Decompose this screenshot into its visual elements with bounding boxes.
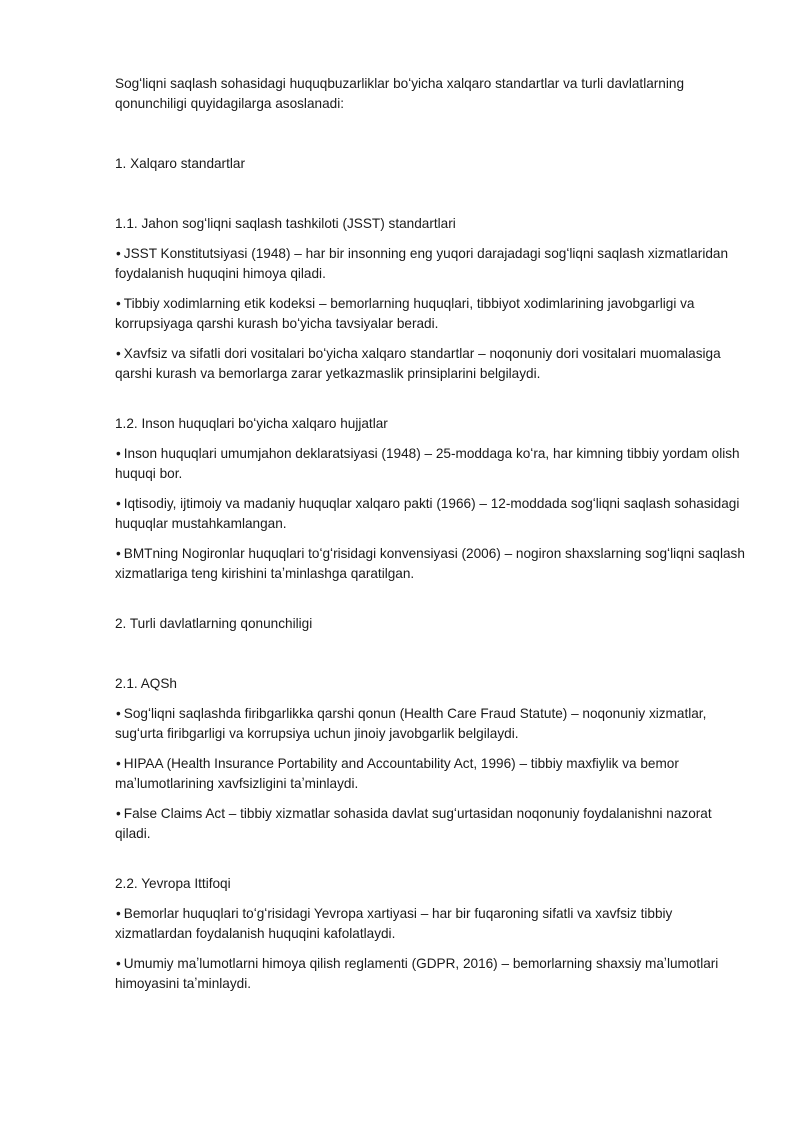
list-item [115, 904, 750, 944]
bullet-icon: • [116, 756, 121, 771]
list-item-text: Xavfsiz va sifatli dori vositalari boʻyicha xalqaro standartlar – noqonuniy dori vositalari muomalasiga qarshi kurash va bemorlarga zarar yetkazmaslik prinsiplarini belgilaydi. [115, 346, 721, 381]
list-item [115, 754, 750, 794]
bullet-icon: • [116, 806, 121, 821]
bullet-icon: • [116, 246, 121, 261]
document-page [115, 74, 750, 1004]
list-item-text: HIPAA (Health Insurance Portability and Accountability Act, 1996) – tibbiy maxfiylik va bemor maʼlumotlarining xavfsizligini taʼminlaydi. [115, 756, 679, 791]
list-item [115, 294, 750, 334]
list-item [115, 704, 750, 744]
bullet-icon: • [116, 296, 121, 311]
list-item-text: False Claims Act – tibbiy xizmatlar sohasida davlat sugʻurtasidan noqonuniy foydalanishni nazorat qiladi. [115, 806, 712, 841]
list-item-text: BMTning Nogironlar huquqlari toʻgʻrisidagi konvensiyasi (2006) – nogiron shaxslarning sogʻliqni saqlash xizmatlariga teng kirishini taʼminlashga qaratilgan. [115, 546, 745, 581]
list-item-text: Tibbiy xodimlarning etik kodeksi – bemorlarning huquqlari, tibbiyot xodimlarining javobgarligi va korrupsiyaga qarshi kurash boʻyicha tavsiyalar beradi. [115, 296, 695, 331]
section-heading: 1. Xalqaro standartlar [115, 156, 245, 171]
subsection-heading: 1.1. Jahon sogʻliqni saqlash tashkiloti (JSST) standartlari [115, 216, 456, 231]
list-item [115, 954, 750, 994]
list-item [115, 494, 750, 534]
list-item-text: Bemorlar huquqlari toʻgʻrisidagi Yevropa xartiyasi – har bir fuqaroning sifatli va xavfsiz tibbiy xizmatlardan foydalanish huquqini kafolatlaydi. [115, 906, 673, 941]
list-item-text: Inson huquqlari umumjahon deklaratsiyasi (1948) – 25-moddaga koʻra, har kimning tibbiy yordam olish huquqi bor. [115, 446, 740, 481]
bullet-icon: • [116, 706, 121, 721]
list-item-text: Sogʻliqni saqlashda firibgarlikka qarshi qonun (Health Care Fraud Statute) – noqonuniy xizmatlar, sugʻurta firibgarligi va korrupsiya uchun jinoiy javobgarlik belgilaydi. [115, 706, 707, 741]
bullet-icon: • [116, 496, 121, 511]
subsection-heading: 1.2. Inson huquqlari boʻyicha xalqaro hujjatlar [115, 416, 388, 431]
list-item-text: JSST Konstitutsiyasi (1948) – har bir insonning eng yuqori darajadagi sogʻliqni saqlash xizmatlaridan foydalanish huquqini himoya qiladi. [115, 246, 729, 281]
bullet-icon: • [116, 956, 121, 971]
list-item-text: Iqtisodiy, ijtimoiy va madaniy huquqlar xalqaro pakti (1966) – 12-moddada sogʻliqni saqlash sohasidagi huquqlar mustahkamlangan. [115, 496, 740, 531]
section-heading: 2. Turli davlatlarning qonunchiligi [115, 616, 313, 631]
intro-paragraph: Sogʻliqni saqlash sohasidagi huquqbuzarliklar boʻyicha xalqaro standartlar va turli davlatlarning qonunchiligi quyidagilarga asoslanadi: [115, 76, 685, 111]
list-item [115, 544, 750, 584]
list-item-text: Umumiy maʼlumotlarni himoya qilish reglamenti (GDPR, 2016) – bemorlarning shaxsiy maʼlumotlari himoyasini taʼminlaydi. [115, 956, 719, 991]
bullet-icon: • [116, 906, 121, 921]
bullet-icon: • [116, 546, 121, 561]
bullet-icon: • [116, 346, 121, 361]
bullet-icon: • [116, 446, 121, 461]
list-item [115, 804, 750, 844]
list-item [115, 444, 750, 484]
subsection-heading: 2.2. Yevropa Ittifoqi [115, 876, 231, 891]
subsection-heading: 2.1. AQSh [115, 676, 177, 691]
list-item [115, 344, 750, 384]
list-item [115, 244, 750, 284]
